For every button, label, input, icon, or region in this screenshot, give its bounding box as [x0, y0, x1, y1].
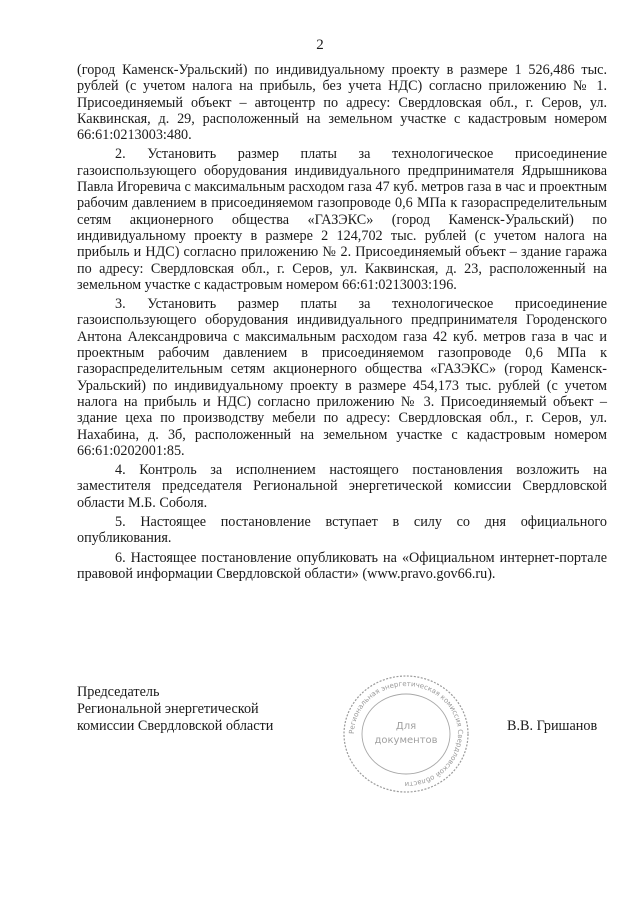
paragraph-item-5: 5. Настоящее постановление вступает в силу со дня официального опубликования.	[77, 514, 607, 547]
paragraph-item-6: 6. Настоящее постановление опубликовать на «Официальном интернет-портале правовой информации Свердловской области» (www.pravo.gov66.ru).	[77, 549, 607, 582]
official-stamp	[340, 672, 472, 796]
signatory-title	[77, 684, 273, 734]
signatory-title-line-2: Региональной энергетической	[77, 700, 259, 717]
signatory-title-line-3: комиссии Свердловской области	[77, 717, 274, 734]
stamp-center-line-1: Для	[395, 721, 417, 732]
signatory-name: В.В. Гришанов	[507, 718, 598, 734]
stamp-center-line-2: документов	[374, 735, 438, 746]
page-number: 2	[316, 37, 324, 53]
document-body	[77, 62, 607, 582]
paragraph-item-2: 2. Установить размер платы за технологическое присоединение газоиспользующего оборудования индивидуального предпринимателя Ядрышникова Павла Игоревича с максимальным расходом газа 47 куб. метров газа в час и проектным рабочим давлением в присоединяемом газопроводе 0,6 МПа к газораспределительным сетям акционерного общества «ГАЗЭКС» (город Каменск-Уральский) по индивидуальному проекту в размере 2 124,702 тыс. рублей (с учетом налога на прибыль и НДС) согласно приложению № 2. Присоединяемый объект – здание гаража по адресу: Свердловская обл., г. Серов, ул. Каквинская, д. 23, расположенный на земельном участке с кадастровым номером 66:61:0213003:196.	[77, 146, 607, 293]
paragraph-item-3: 3. Установить размер платы за технологическое присоединение газоиспользующего оборудования индивидуального предпринимателя Городенского Антона Александровича с максимальным расходом газа 42 куб. метров газа в час и проектным рабочим давлением в присоединяемом газопроводе 0,6 МПа к газораспределительным сетям акционерного общества «ГАЗЭКС» (город Каменск-Уральский) по индивидуальному проекту в размере 454,173 тыс. рублей (с учетом налога на прибыль и НДС) согласно приложению № 3. Присоединяемый объект – здание цеха по производству мебели по адресу: Свердловская обл., г. Серов, ул. Нахабина, д. 3б, расположенный на земельном участке с кадастровым номером 66:61:0202001:85.	[77, 296, 607, 459]
paragraph-continuation: (город Каменск-Уральский) по индивидуальному проекту в размере 1 526,486 тыс. рублей (с учетом налога на прибыль, без учета НДС) согласно приложению № 1. Присоединяемый объект – автоцентр по адресу: Свердловская обл., г. Серов, ул. Каквинская, д. 29, расположенный на земельном участке с кадастровым номером 66:61:0213003:480.	[77, 62, 607, 144]
stamp-inner-ring	[362, 694, 450, 774]
paragraph-item-4: 4. Контроль за исполнением настоящего постановления возложить на заместителя председателя Региональной энергетической комиссии Свердловской области М.Б. Соболя.	[77, 462, 607, 511]
stamp-ring-text: Региональная энергетическая комиссия Свердловской области	[347, 679, 465, 789]
stamp-outer-ring	[344, 676, 468, 792]
signatory-title-line-1: Председатель	[77, 684, 160, 700]
